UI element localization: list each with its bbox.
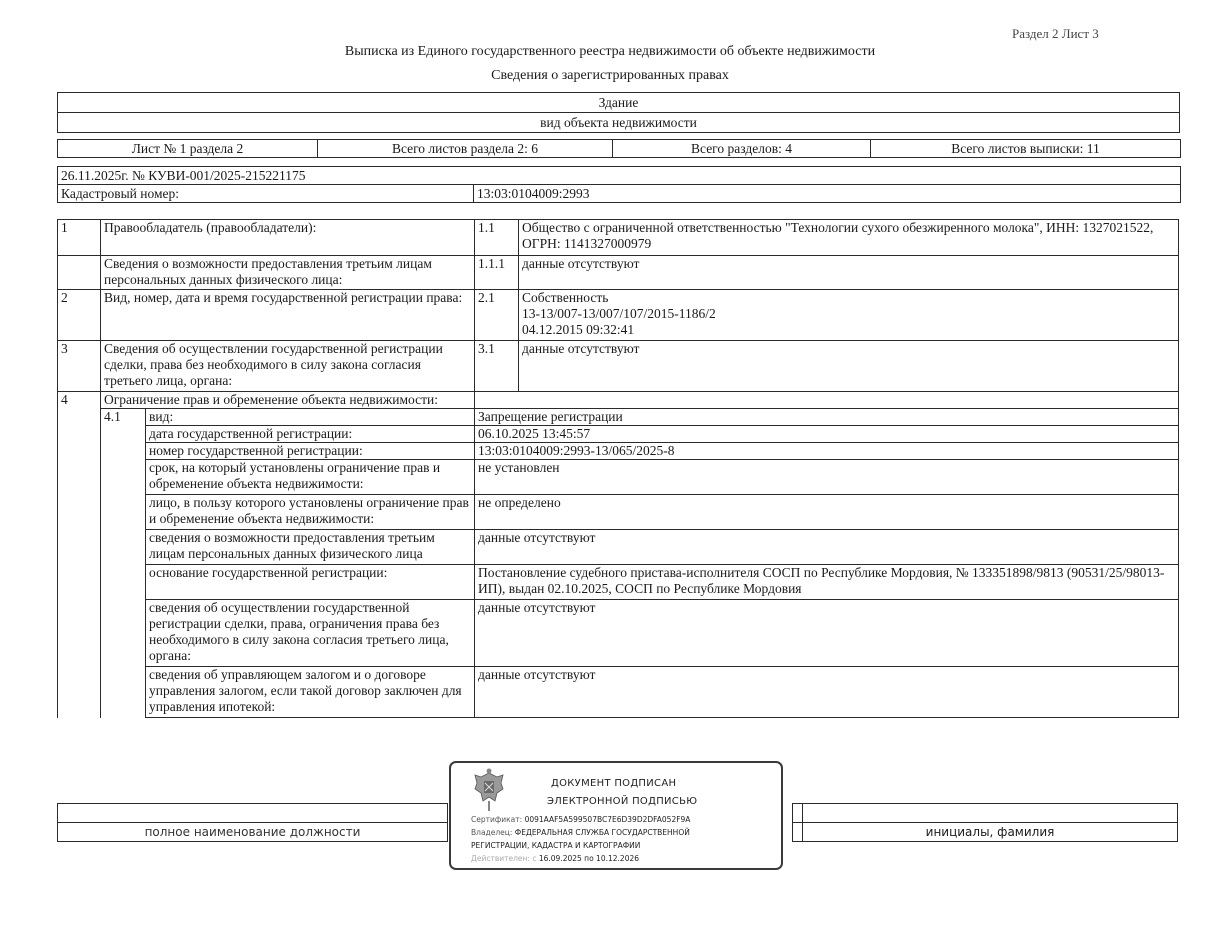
stamp-title-line2: ЭЛЕКТРОННОЙ ПОДПИСЬЮ: [547, 796, 698, 807]
encumbrance-value: 06.10.2025 13:45:57: [475, 426, 1179, 443]
sheet-number: Лист № 1 раздела 2: [58, 140, 318, 158]
row-number: 2: [58, 290, 101, 341]
encumbrance-label: номер государственной регистрации:: [146, 443, 475, 460]
right-holder: Общество с ограниченной ответственностью "Технологии сухого обезжиренного молока", ИНН: 1327021522, ОГРН: 1141327000979: [519, 220, 1179, 256]
row-number: 4: [58, 392, 101, 718]
object-type: Здание: [58, 93, 1180, 113]
row-number: 3: [58, 341, 101, 392]
object-type-caption: вид объекта недвижимости: [58, 113, 1180, 133]
encumbrance-label: лицо, в пользу которого установлены ограничение прав и обременение объекта недвижимости:: [146, 495, 475, 530]
row-label: Вид, номер, дата и время государственной регистрации права:: [101, 290, 475, 341]
encumbrance-code: 4.1: [101, 409, 146, 718]
page-label: Раздел 2 Лист 3: [1012, 26, 1099, 41]
cadastral-number: 13:03:0104009:2993: [474, 185, 1181, 203]
encumbrance-label: дата государственной регистрации:: [146, 426, 475, 443]
owner-label: Владелец:: [471, 828, 513, 837]
encumbrance-label: сведения об осуществлении государственной регистрации сделки, права, ограничения права без необходимого в силу закона согласия третьего лица, органа:: [146, 600, 475, 667]
row-value: [475, 392, 1179, 409]
row-number: [58, 256, 101, 290]
document-subtitle: Сведения о зарегистрированных правах: [491, 68, 729, 83]
encumbrance-label: основание государственной регистрации:: [146, 565, 475, 600]
row-value: данные отсутствуют: [519, 341, 1179, 392]
encumbrance-label: срок, на который установлены ограничение прав и обременение объекта недвижимости:: [146, 460, 475, 495]
row-code: 1.1: [475, 220, 519, 256]
encumbrance-value: данные отсутствуют: [475, 600, 1179, 667]
valid-label: Действителен: с: [471, 854, 537, 863]
registration-number: 13-13/007-13/007/107/2015-1186/2: [522, 306, 716, 321]
encumbrance-value: 13:03:0104009:2993-13/065/2025-8: [475, 443, 1179, 460]
row-number: 1: [58, 220, 101, 256]
row-label: Ограничение прав и обременение объекта недвижимости:: [101, 392, 475, 409]
registration-info: [519, 290, 1179, 341]
sections-total: Всего разделов: 4: [613, 140, 871, 158]
row-value: данные отсутствуют: [519, 256, 1179, 290]
position-field: [58, 804, 448, 823]
valid-value: 16.09.2025 по 10.12.2026: [538, 854, 640, 863]
row-label: Правообладатель (правообладатели):: [101, 220, 475, 256]
owner-value-line2: РЕГИСТРАЦИИ, КАДАСТРА И КАРТОГРАФИИ: [471, 841, 641, 850]
owner-value-line1: ФЕДЕРАЛЬНАЯ СЛУЖБА ГОСУДАРСТВЕННОЙ: [514, 828, 690, 837]
cadastral-number-label: Кадастровый номер:: [58, 185, 474, 203]
extract-sheets-total: Всего листов выписки: 11: [871, 140, 1181, 158]
electronic-signature-stamp: [449, 761, 783, 870]
rights-table: [57, 219, 1179, 718]
right-type: Собственность: [522, 290, 609, 305]
section-sheets-total: Всего листов раздела 2: 6: [318, 140, 613, 158]
encumbrance-value: не установлен: [475, 460, 1179, 495]
certificate-label: Сертификат:: [471, 815, 523, 824]
stamp-title-line1: ДОКУМЕНТ ПОДПИСАН: [551, 778, 677, 789]
row-code: 2.1: [475, 290, 519, 341]
position-caption: полное наименование должности: [58, 823, 448, 842]
encumbrance-label: вид:: [146, 409, 475, 426]
extract-date-number: 26.11.2025г. № КУВИ-001/2025-215221175: [58, 167, 1181, 185]
row-label: Сведения о возможности предоставления третьим лицам персональных данных физического лица:: [101, 256, 475, 290]
extract-info-table: [57, 166, 1181, 203]
name-field: [803, 804, 1178, 823]
object-type-table: [57, 92, 1180, 133]
encumbrance-value: данные отсутствуют: [475, 530, 1179, 565]
document-title: Выписка из Единого государственного реестра недвижимости об объекте недвижимости: [344, 44, 876, 59]
row-code: 1.1.1: [475, 256, 519, 290]
encumbrance-label: сведения об управляющем залогом и о договоре управления залогом, если такой договор заключен для управления ипотекой:: [146, 667, 475, 718]
encumbrance-value: Постановление судебного пристава-исполнителя СОСП по Республике Мордовия, № 133351898/9813 (90531/25/98013-ИП), выдан 02.10.2025, СОСП по Республике Мордовия: [475, 565, 1179, 600]
name-caption: инициалы, фамилия: [803, 823, 1178, 842]
row-label: Сведения об осуществлении государственной регистрации сделки, права без необходимого в силу закона согласия третьего лица, органа:: [101, 341, 475, 392]
sheets-table: [57, 139, 1181, 158]
encumbrance-value: данные отсутствуют: [475, 667, 1179, 718]
certificate-value: 0091AAF5A599507BC7E6D39D2DFA052F9A: [524, 815, 691, 824]
registration-datetime: 04.12.2015 09:32:41: [522, 322, 635, 337]
encumbrance-label: сведения о возможности предоставления третьим лицам персональных данных физического лица: [146, 530, 475, 565]
coat-of-arms-icon: [471, 767, 507, 811]
encumbrance-value: Запрещение регистрации: [475, 409, 1179, 426]
encumbrance-value: не определено: [475, 495, 1179, 530]
row-code: 3.1: [475, 341, 519, 392]
